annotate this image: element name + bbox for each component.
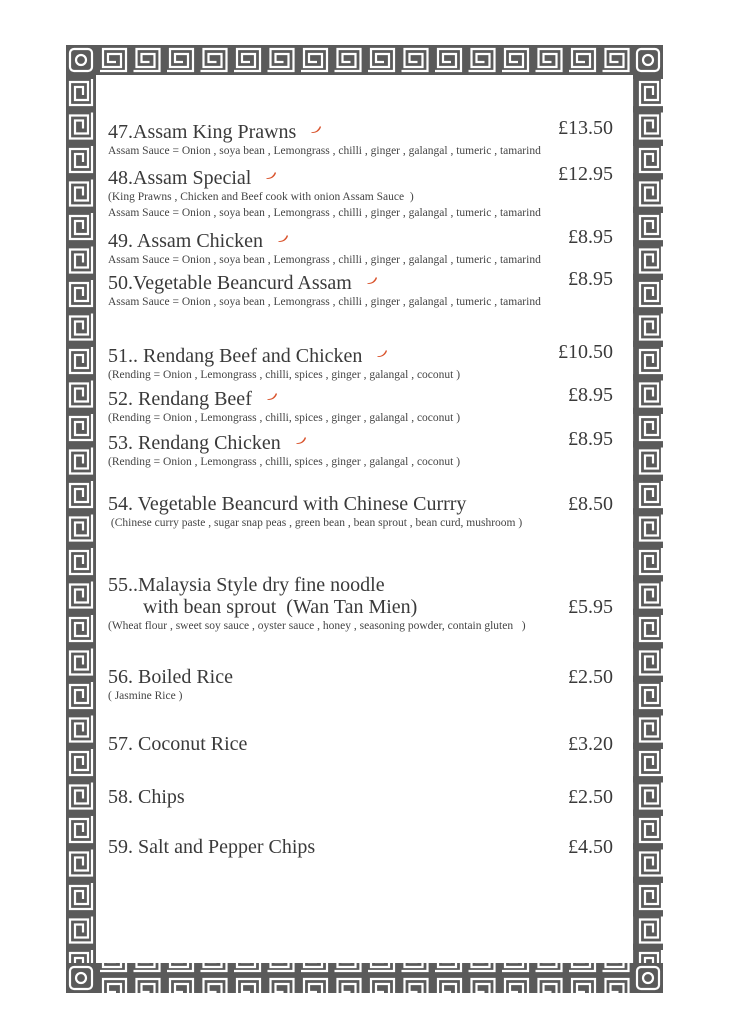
menu-item (108, 733, 613, 755)
chili-icon (366, 268, 378, 278)
chili-icon (265, 163, 277, 173)
item-description: (King Prawns , Chicken and Beef cook with onion Assam Sauce ) (108, 191, 414, 203)
item-price: £8.95 (568, 226, 613, 248)
menu-item (108, 493, 613, 531)
item-price: £5.95 (568, 596, 613, 618)
item-price: £2.50 (568, 786, 613, 808)
item-title-text: 50.Vegetable Beancurd Assam (108, 272, 352, 294)
item-price: £13.50 (558, 117, 613, 139)
item-price: £10.50 (558, 341, 613, 363)
menu-item (108, 786, 613, 808)
item-title (108, 341, 613, 367)
item-title-text: 53. Rendang Chicken (108, 432, 281, 454)
item-title (108, 574, 613, 596)
item-price: £8.95 (568, 384, 613, 406)
item-description: Assam Sauce = Onion , soya bean , Lemongrass , chilli , ginger , galangal , tumeric , tamarind (108, 207, 541, 219)
item-title (108, 666, 613, 688)
menu-item (108, 384, 613, 426)
item-description: (Rending = Onion , Lemongrass , chilli, spices , ginger , galangal , coconut ) (108, 369, 461, 381)
item-title-text: 52. Rendang Beef (108, 388, 252, 410)
item-price: £12.95 (558, 163, 613, 185)
menu-item (108, 117, 613, 159)
item-title (108, 268, 613, 294)
menu-item (108, 574, 613, 634)
item-title-text: 47.Assam King Prawns (108, 121, 297, 143)
item-description: Assam Sauce = Onion , soya bean , Lemongrass , chilli , ginger , galangal , tumeric , tamarind (108, 296, 541, 308)
chili-icon (376, 341, 388, 351)
menu-item (108, 163, 613, 221)
item-title-text: 55..Malaysia Style dry fine noodle (108, 574, 385, 596)
item-description: (Chinese curry paste , sugar snap peas , green bean , bean sprout , bean curd, mushroom ) (108, 517, 523, 529)
item-description: (Wheat flour , sweet soy sauce , oyster sauce , honey , seasoning powder, contain gluten ) (108, 620, 526, 632)
menu-item (108, 836, 613, 858)
item-title (108, 786, 613, 808)
item-title (108, 493, 613, 515)
item-price: £8.95 (568, 268, 613, 290)
item-title-text: 48.Assam Special (108, 167, 252, 189)
item-title-text: 51.. Rendang Beef and Chicken (108, 345, 363, 367)
item-title-text: 57. Coconut Rice (108, 733, 248, 755)
item-title (108, 117, 613, 143)
menu-item (108, 226, 613, 268)
menu-item (108, 341, 613, 383)
item-price: £4.50 (568, 836, 613, 858)
item-description: Assam Sauce = Onion , soya bean , Lemongrass , chilli , ginger , galangal , tumeric , tamarind (108, 254, 541, 266)
item-title (108, 733, 613, 755)
item-price: £8.50 (568, 493, 613, 515)
chili-icon (277, 226, 289, 236)
item-title (108, 163, 613, 189)
menu-item (108, 268, 613, 310)
item-description: (Rending = Onion , Lemongrass , chilli, spices , ginger , galangal , coconut ) (108, 456, 461, 468)
chili-icon (266, 384, 278, 394)
item-price: £8.95 (568, 428, 613, 450)
item-title-line2: with bean sprout (Wan Tan Mien) (143, 596, 418, 618)
item-title-text: 58. Chips (108, 786, 185, 808)
item-price: £3.20 (568, 733, 613, 755)
item-description: ( Jasmine Rice ) (108, 690, 183, 702)
item-title-text: 56. Boiled Rice (108, 666, 233, 688)
menu-item (108, 666, 613, 704)
item-title (108, 428, 613, 454)
item-price: £2.50 (568, 666, 613, 688)
chili-icon (295, 428, 307, 438)
item-title (108, 836, 613, 858)
item-description: (Rending = Onion , Lemongrass , chilli, spices , ginger , galangal , coconut ) (108, 412, 461, 424)
item-title-text: 49. Assam Chicken (108, 230, 263, 252)
item-title-text: 54. Vegetable Beancurd with Chinese Currry (108, 493, 467, 515)
item-description: Assam Sauce = Onion , soya bean , Lemongrass , chilli , ginger , galangal , tumeric , tamarind (108, 145, 541, 157)
item-title-text: 59. Salt and Pepper Chips (108, 836, 316, 858)
item-title (108, 226, 613, 252)
item-title (108, 384, 613, 410)
menu-item (108, 428, 613, 470)
chili-icon (310, 117, 322, 127)
